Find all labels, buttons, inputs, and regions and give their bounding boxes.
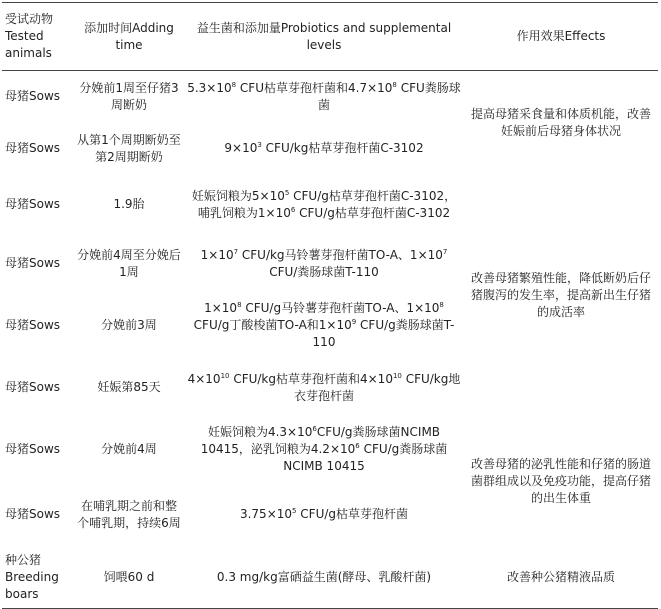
text-fragment: 1×10	[204, 301, 238, 315]
time-cell: 分娩前4周至分娩后1周	[77, 247, 181, 279]
text-fragment: CFU/kg枯草芽孢杆菌和4×10	[229, 371, 393, 386]
exponent: 10	[392, 371, 402, 380]
time-cell: 妊娠第85天	[97, 380, 161, 394]
exponent: 8	[439, 301, 444, 309]
probiotics-cell	[184, 359, 464, 417]
animal-cell: 母猪Sows	[5, 380, 61, 394]
time-cell: 从第1个周期断奶至第2周期断奶	[77, 132, 181, 164]
time-cell: 在哺乳期之前和整个哺乳期，持续6周	[77, 498, 181, 530]
animal-cell: 种公猪Breeding boars	[2, 547, 74, 609]
time-cell: 分娩前4周	[101, 442, 157, 456]
text-fragment: CFU/g马铃薯芽孢杆菌TO-A、1×10	[241, 301, 440, 315]
animal-cell: 母猪Sows	[5, 89, 61, 104]
probiotics-cell	[184, 235, 464, 293]
exponent: 5	[292, 507, 297, 515]
text-fragment: 妊娠饲粮为5×10	[191, 188, 285, 203]
exponent: 6	[312, 425, 317, 433]
time-cell: 饲喂60 d	[74, 547, 184, 609]
animal-cell: 母猪Sows	[5, 197, 61, 211]
table-row	[2, 547, 658, 609]
animal-cell: 母猪Sows	[5, 507, 61, 521]
effects-cell: 改善母猪的泌乳性能和仔猪的肠道菌群组成以及免疫功能，提高仔猪的出生体重	[470, 457, 651, 505]
text-fragment: CFU/kg枯草芽孢杆菌C-3102	[261, 141, 424, 155]
probiotics-cell	[184, 483, 464, 547]
text-fragment: 妊娠饲粮为4.3×10	[207, 425, 313, 439]
text-fragment: 9×10	[224, 141, 258, 155]
text-fragment: CFU/g粪肠球菌NCIMB 10415，泌乳饲粮为4.2×10	[200, 425, 441, 456]
animal-cell: 母猪Sows	[5, 141, 61, 155]
probiotics-table	[2, 2, 658, 609]
exponent: 6	[355, 442, 360, 450]
header-row	[2, 3, 658, 71]
text-fragment: CFU/粪肠球菌T-110	[269, 264, 379, 279]
text-fragment: CFU/g枯草芽孢杆菌C-3102	[295, 205, 451, 220]
effects-cell: 改善母猪繁殖性能，降低断奶后仔猪腹泻的发生率，提高新出生仔猪的成活率	[470, 271, 651, 319]
text-fragment: CFU枯草芽孢杆菌和4.7×10	[236, 80, 393, 95]
header-probiotics: 益生菌和添加量Probiotics and supplemental levels	[184, 3, 464, 71]
probiotics-cell	[184, 123, 464, 175]
exponent: 3	[257, 141, 262, 149]
table-row	[2, 71, 658, 123]
text-fragment: 5.3×10	[187, 80, 232, 95]
exponent: 9	[351, 318, 357, 326]
text-fragment: 3.75×10	[239, 507, 293, 521]
probiotics-cell	[184, 293, 464, 359]
text-fragment: 0.3 mg/kg富硒益生菌(酵母、乳酸杆菌)	[216, 569, 432, 584]
text-fragment: 4×10	[187, 371, 221, 386]
effects-cell: 改善种公猪精液品质	[464, 547, 658, 609]
probiotics-cell	[184, 417, 464, 483]
table-row	[2, 417, 658, 483]
exponent: 8	[237, 301, 242, 309]
exponent: 7	[233, 247, 239, 256]
exponent: 7	[442, 247, 448, 256]
text-fragment: CFU/g枯草芽孢杆菌C-3102，哺乳饲粮为1×10	[197, 188, 457, 220]
text-fragment: CFU/g粪肠球菌NCIMB 10415	[283, 442, 448, 473]
probiotics-cell	[184, 547, 464, 609]
text-fragment: 1×10	[200, 247, 234, 262]
time-cell: 分娩前1周至仔猪3周断奶	[79, 80, 179, 112]
probiotics-cell	[184, 175, 464, 235]
exponent: 5	[284, 188, 290, 197]
animal-cell: 母猪Sows	[5, 442, 61, 456]
animal-cell: 母猪Sows	[5, 256, 61, 270]
header-effects: 作用效果Effects	[464, 3, 658, 71]
time-cell: 分娩前3周	[101, 318, 157, 332]
probiotics-cell	[184, 71, 464, 123]
animal-cell: 母猪Sows	[5, 318, 61, 332]
exponent: 6	[290, 205, 296, 214]
time-cell: 1.9胎	[113, 197, 145, 211]
text-fragment: CFU/g粪肠球菌T-110	[312, 318, 455, 349]
text-fragment: CFU/g丁酸梭菌TO-A和1×10	[193, 318, 352, 332]
header-time: 添加时间Adding time	[74, 3, 184, 71]
exponent: 10	[220, 371, 230, 380]
text-fragment: CFU/kg地衣芽孢杆菌	[293, 371, 461, 403]
effects-cell: 提高母猪采食量和体质机能，改善妊娠前后母猪身体状况	[470, 106, 651, 138]
text-fragment: CFU/g枯草芽孢杆菌	[296, 507, 409, 521]
table-row	[2, 175, 658, 235]
text-fragment: CFU/kg马铃薯芽孢杆菌TO-A、1×10	[238, 247, 443, 262]
text-fragment: CFU粪肠球菌	[317, 80, 461, 112]
header-animal: 受试动物Tested animals	[2, 3, 74, 71]
exponent: 8	[392, 80, 397, 89]
exponent: 8	[231, 80, 237, 89]
